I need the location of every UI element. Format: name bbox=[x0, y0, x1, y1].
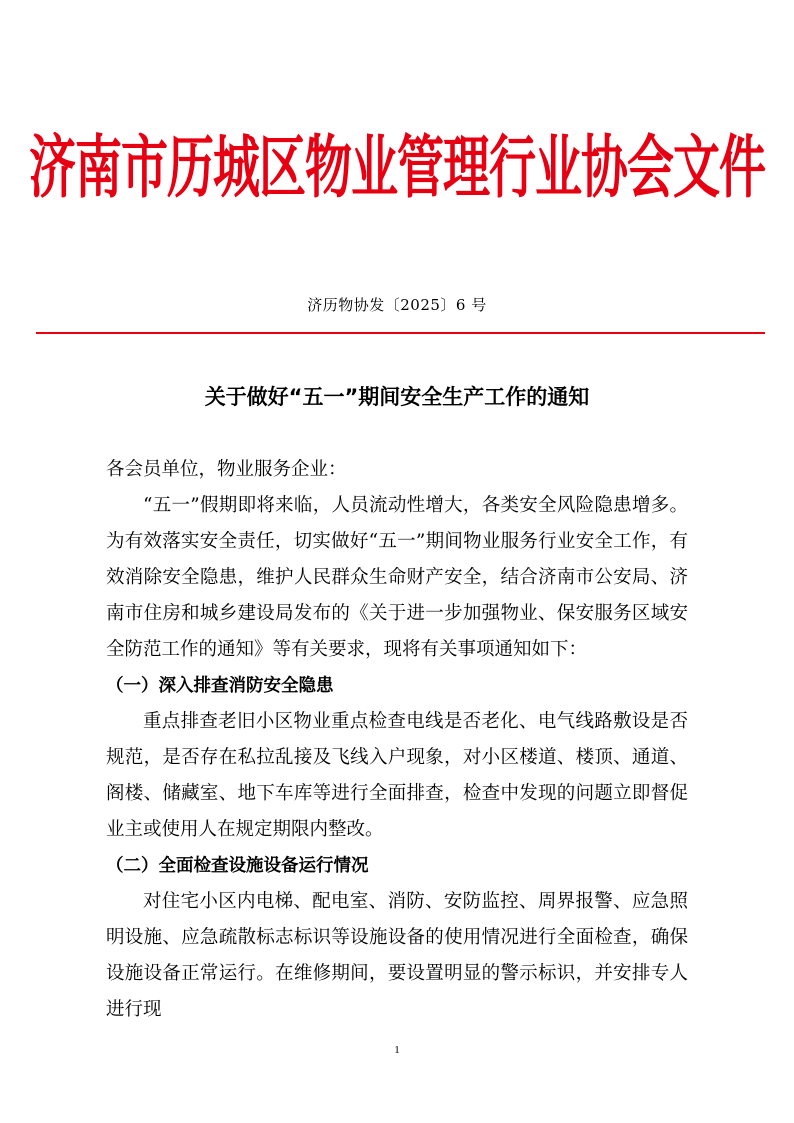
section-heading-1: （一）深入排查消防安全隐患 bbox=[106, 676, 334, 696]
page-number: 1 bbox=[394, 1044, 400, 1056]
header-red-rule bbox=[36, 332, 765, 334]
section-heading-2: （二）全面检查设施设备运行情况 bbox=[106, 856, 369, 876]
document-number: 济历物协发〔2025〕6 号 bbox=[307, 296, 487, 314]
notice-title: 关于做好“五一”期间安全生产工作的通知 bbox=[204, 385, 590, 409]
intro-paragraph: “五一”假期即将来临，人员流动性增大，各类安全风险隐患增多。为有效落实安全责任，切实做好“五一”期间物业服务行业安全工作，有效消除安全隐患，维护人民群众生命财产安全，结合济南市公安局、济南市住房和城乡建设局发布的《关于进一步加强物业、保安服务区域安全防范工作的通知》等有关要求，现将有关事项通知如下： bbox=[106, 495, 688, 660]
document-header-title: 济南市历城区物业管理行业协会文件 bbox=[29, 127, 765, 208]
section-text-1: 重点排查老旧小区物业重点检查电线是否老化、电气线路敷设是否规范，是否存在私拉乱接及飞线入户现象，对小区楼道、楼顶、通道、阁楼、储藏室、地下车库等进行全面排查，检查中发现的问题立即督促业主或使用人在规定期限内整改。 bbox=[106, 711, 688, 840]
notice-body bbox=[106, 452, 688, 1028]
section-text-2: 对住宅小区内电梯、配电室、消防、安防监控、周界报警、应急照明设施、应急疏散标志标识等设施设备的使用情况进行全面检查，确保设施设备正常运行。在维修期间，要设置明显的警示标识，并安排专人进行现 bbox=[106, 891, 688, 1020]
salutation: 各会员单位，物业服务企业： bbox=[106, 459, 347, 480]
